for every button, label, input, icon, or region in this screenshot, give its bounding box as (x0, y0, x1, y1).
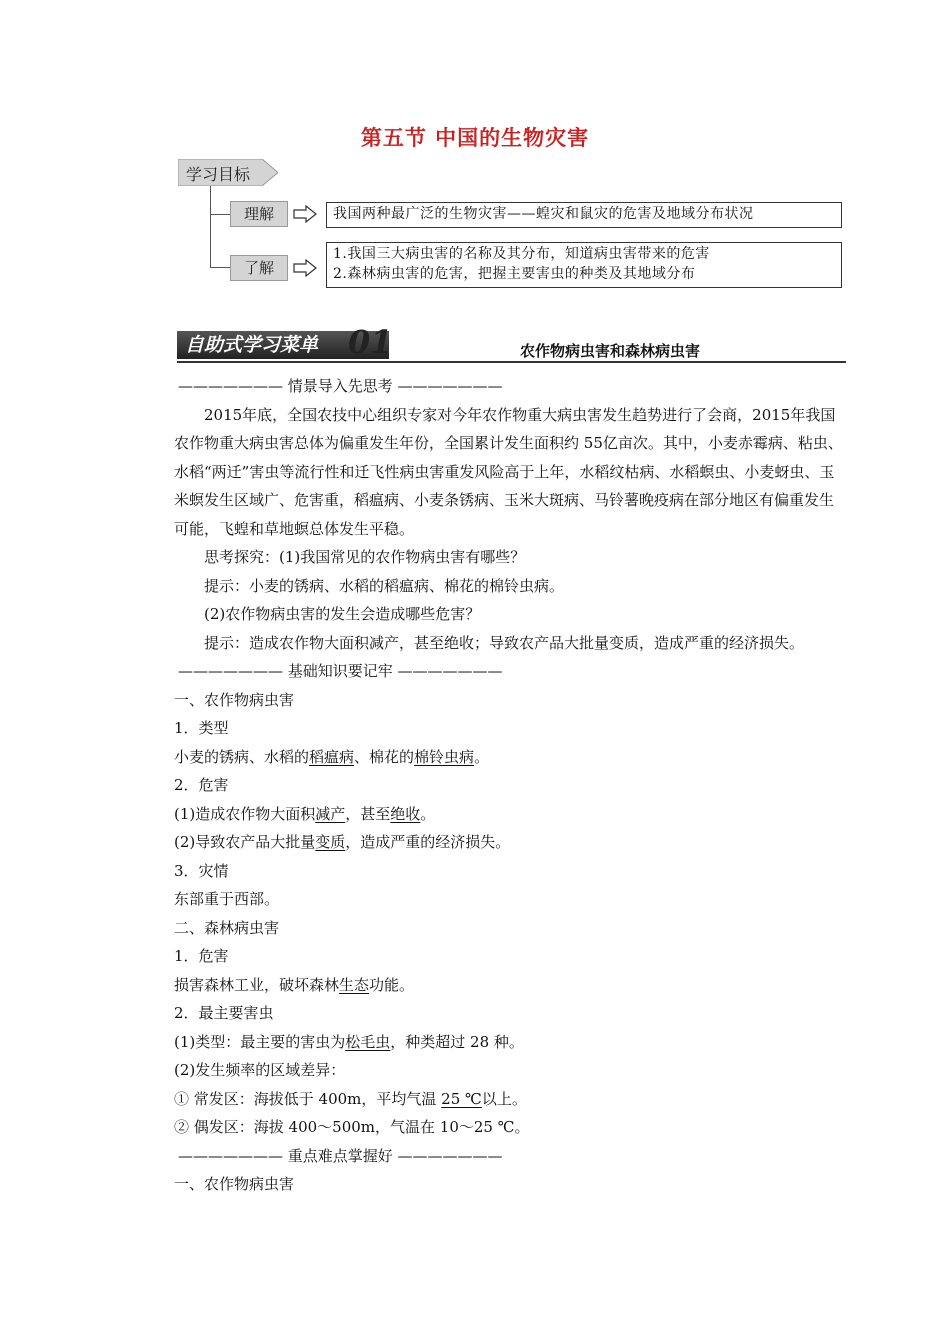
section-number: 01 (348, 323, 393, 361)
frequency-line-2: ② 偶发区：海拔 400～500m，气温在 10～25 ℃。 (174, 1118, 530, 1136)
types-line: 小麦的锈病、水稻的稻瘟病、棉花的棉铃虫病。 (174, 747, 490, 766)
frequency-heading: (2)发生频率的区域差异： (174, 1061, 346, 1079)
subheading-main-pest: 2．最主要害虫 (174, 1004, 274, 1022)
subheading-disaster: 3．灾情 (174, 861, 229, 880)
arrow-right-icon (293, 205, 317, 223)
question-2: (2)农作物病虫害的发生会造成哪些危害？ (204, 605, 481, 623)
blank-answer: 稻瘟病 (309, 747, 355, 766)
main-content (174, 372, 846, 1199)
blank-answer: 松毛虫 (345, 1032, 391, 1051)
disaster-line: 东部重于西部。 (174, 890, 280, 908)
objectives-tag (178, 159, 278, 186)
section-banner: 自助式学习菜单 (177, 331, 389, 359)
know-tag: 了解 (230, 255, 288, 281)
understand-text: 我国两种最广泛的生物灾害——蝗灾和鼠灾的危害及地域分布状况 (333, 206, 754, 222)
blank-answer: 25 ℃ (441, 1089, 482, 1108)
understand-box (326, 202, 842, 228)
pest-type-line: (1)类型：最主要的害虫为松毛虫，种类超过 28 种。 (174, 1032, 524, 1051)
heading-forest-pests: 二、森林病虫害 (174, 918, 280, 937)
heading-crop-pests-2: 一、农作物病虫害 (174, 1175, 295, 1193)
know-item-2: 2.森林病虫害的危害，把握主要害虫的种类及其地域分布 (333, 266, 696, 282)
harm-line-2: (2)导致农产品大批量变质，造成严重的经济损失。 (174, 833, 511, 851)
answer-2: 提示：造成农作物大面积减产，甚至绝收；导致农产品大批量变质，造成严重的经济损失。 (204, 633, 805, 652)
blank-answer: 棉铃虫病 (414, 747, 475, 766)
subheading-types: 1．类型 (174, 719, 229, 737)
objectives-tag-label: 学习目标 (186, 165, 251, 184)
blank-answer: 减产 (315, 804, 346, 823)
intro-paragraph: 2015年底，全国农技中心组织专家对今年农作物重大病虫害发生趋势进行了会商，2015年我国农作物重大病虫害总体为偏重发生年份，全国累计发生面积约 55亿亩次。其中，小麦赤霉病、粘虫、水稻“两迁”害虫等流行性和迁飞性病虫害重发风险高于上年，水稻纹枯病、水稻螟虫、小麦蚜虫、玉米螟发生区域广、危害重，稻瘟病、小麦条锈病、玉米大斑病、马铃薯晚疫病在部分地区有偏重发生可能，飞蝗和草地螟总体发生平稳。 (174, 405, 843, 538)
know-item-1: 1.我国三大病虫害的名称及其分布，知道病虫害带来的危害 (333, 246, 710, 262)
blank-answer: 绝收 (390, 804, 421, 823)
tree-connector-branch-1 (210, 214, 230, 215)
subheading-forest-harm: 1．危害 (174, 947, 229, 965)
harm-line-1: (1)造成农作物大面积减产，甚至绝收。 (174, 804, 436, 823)
heading-crop-pests: 一、农作物病虫害 (174, 690, 295, 709)
separator-key-points: ——————— 重点难点掌握好 ——————— (178, 1146, 503, 1165)
frequency-line-1: ① 常发区：海拔低于 400m，平均气温 25 ℃以上。 (174, 1089, 527, 1108)
tree-connector (210, 186, 211, 267)
section-subtitle: 农作物病虫害和森林病虫害 (520, 342, 701, 360)
know-box (326, 242, 842, 288)
arrow-right-icon (293, 259, 317, 277)
separator-basics: ——————— 基础知识要记牢 ——————— (178, 662, 503, 680)
section-divider (177, 361, 846, 363)
forest-harm-line: 损害森林工业，破坏森林生态功能。 (174, 975, 415, 994)
answer-1: 提示：小麦的锈病、水稻的稻瘟病、棉花的棉铃虫病。 (204, 576, 565, 595)
tree-connector-branch-2 (210, 267, 230, 268)
page-title: 第五节 中国的生物灾害 (360, 126, 590, 150)
blank-answer: 生态 (339, 975, 370, 994)
question-1: 思考探究：(1)我国常见的农作物病虫害有哪些？ (204, 548, 526, 566)
understand-tag: 理解 (230, 201, 288, 227)
blank-answer: 变质 (315, 833, 346, 851)
subheading-harm: 2．危害 (174, 776, 229, 794)
separator-scenario: ——————— 情景导入先思考 ——————— (178, 377, 503, 395)
